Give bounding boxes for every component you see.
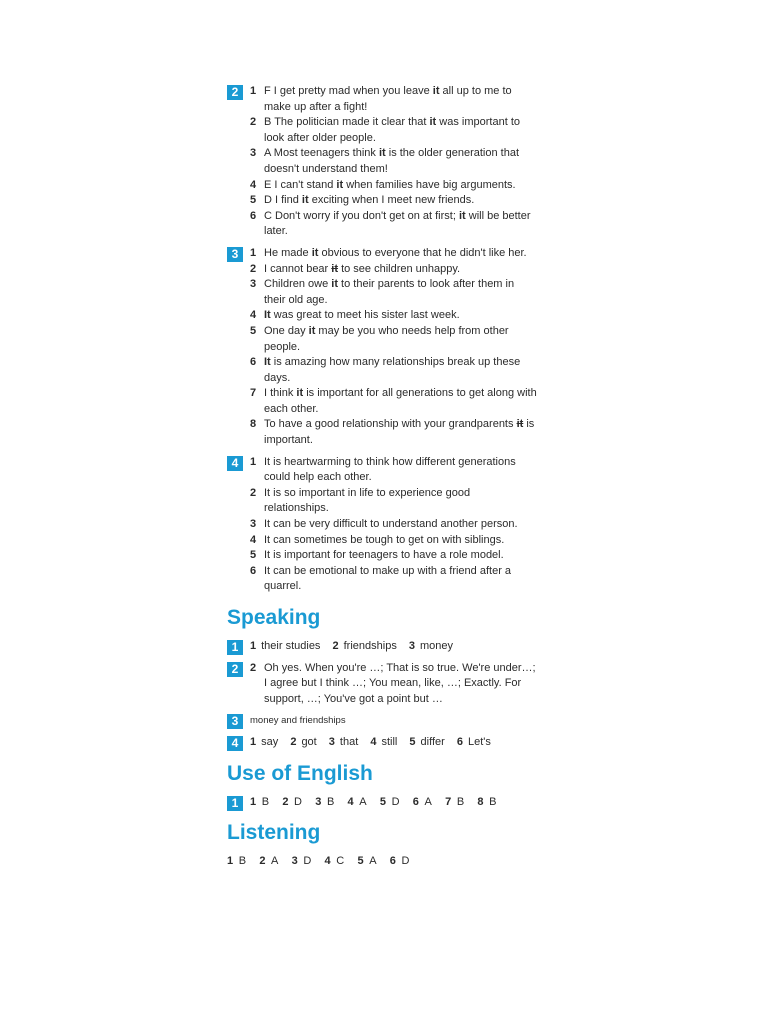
item-text: It is amazing how many relationships break up these days.	[264, 356, 521, 384]
item-number: 1	[250, 246, 257, 259]
answer-line: money and friendships	[250, 715, 346, 727]
list-item	[250, 193, 537, 209]
item-text: It was great to meet his sister last week.	[264, 309, 460, 322]
struck-word: it	[516, 418, 524, 431]
answer-line: 1 say 2 got 3 that 4 still 5 differ 6 Let's	[250, 735, 491, 748]
answer-line: 1 B 2 D 3 B 4 A 5 D 6 A 7 B 8 B	[250, 795, 498, 808]
speaking-exercise-3	[227, 713, 537, 729]
list-item	[250, 486, 537, 517]
exercise-3	[227, 246, 537, 449]
list-item	[250, 564, 537, 595]
item-number: 7	[250, 387, 257, 400]
item-text: A Most teenagers think it is the older generation that doesn't understand them!	[264, 147, 519, 175]
list-item	[250, 548, 537, 564]
item-text: It can be very difficult to understand another person.	[264, 518, 518, 531]
list-item	[250, 533, 537, 549]
exercise-badge: 1	[227, 796, 243, 811]
item-number: 4	[250, 533, 257, 546]
use-of-english-exercise-1	[227, 795, 537, 811]
answer-key-column	[227, 84, 537, 870]
item-text: It can sometimes be tough to get on with siblings.	[264, 533, 505, 546]
list-item	[250, 308, 537, 324]
exercise-badge: 4	[227, 456, 243, 471]
list-item	[250, 246, 537, 262]
item-number: 3	[250, 147, 257, 160]
item-text: One day it may be you who needs help from other people.	[264, 324, 509, 353]
list-item	[250, 386, 537, 417]
item-number: 2	[250, 486, 257, 499]
list-item	[250, 84, 537, 115]
list-item	[250, 661, 537, 708]
item-number: 2	[250, 661, 257, 674]
list-item	[250, 209, 537, 240]
list-item	[250, 455, 537, 486]
item-number: 4	[250, 178, 257, 191]
item-number: 6	[250, 564, 257, 577]
item-number: 3	[250, 518, 257, 531]
item-text: It is so important in life to experience good relationships.	[264, 486, 471, 515]
answer-line: 1 their studies 2 friendships 3 money	[250, 640, 454, 652]
list-item	[250, 517, 537, 533]
exercise-2-items	[250, 84, 537, 240]
item-number: 6	[250, 356, 257, 369]
list-item	[250, 178, 537, 194]
list-item	[250, 115, 537, 146]
section-heading-listening: Listening	[227, 821, 321, 845]
list-item	[250, 324, 537, 355]
listening-answer-line: 1 B 2 A 3 D 4 C 5 A 6 D	[227, 855, 411, 868]
item-number: 5	[250, 324, 257, 337]
list-item	[250, 417, 537, 448]
exercise-4-items	[250, 455, 537, 595]
section-heading-speaking: Speaking	[227, 606, 321, 629]
exercise-4	[227, 455, 537, 595]
list-item	[250, 277, 537, 308]
item-text: I think it is important for all generations to get along with each other.	[264, 387, 537, 415]
item-number: 3	[250, 278, 257, 291]
exercise-badge: 1	[227, 640, 243, 655]
item-text: It is heartwarming to think how different generations could help each other.	[264, 455, 516, 484]
item-text: D I find it exciting when I meet new friends.	[264, 194, 475, 207]
exercise-2	[227, 84, 537, 240]
item-text: Oh yes. When you're …; That is so true. We're under…; I agree but I think …; You mean, like, …; Exactly. For support, …; You've got a point but …	[264, 661, 536, 705]
item-text: E I can't stand it when families have big arguments.	[264, 178, 516, 191]
section-heading-use-of-english: Use of English	[227, 761, 373, 785]
item-number: 2	[250, 262, 257, 275]
item-number: 6	[250, 209, 257, 222]
item-text: To have a good relationship with your grandparents it is important.	[264, 418, 535, 447]
exercise-badge: 3	[227, 247, 243, 262]
item-text: C Don't worry if you don't get on at first; it will be better later.	[264, 209, 531, 238]
item-number: 8	[250, 418, 257, 431]
item-text: F I get pretty mad when you leave it all up to me to make up after a fight!	[264, 85, 512, 113]
exercise-badge: 3	[227, 714, 243, 729]
item-text: I cannot bear it to see children unhappy.	[264, 262, 461, 275]
struck-word: it	[331, 262, 339, 275]
item-number: 1	[250, 455, 257, 468]
exercise-badge: 4	[227, 736, 243, 751]
speaking-exercise-4	[227, 735, 537, 751]
item-text: Children owe it to their parents to look after them in their old age.	[264, 278, 515, 306]
item-number: 5	[250, 194, 257, 207]
item-number: 1	[250, 85, 257, 97]
item-text: He made it obvious to everyone that he didn't like her.	[264, 246, 527, 259]
exercise-badge: 2	[227, 85, 243, 100]
item-number: 2	[250, 116, 257, 129]
speaking-exercise-1	[227, 639, 537, 655]
list-item	[250, 146, 537, 177]
item-text: It can be emotional to make up with a friend after a quarrel.	[264, 564, 512, 593]
item-text: B The politician made it clear that it was important to look after older people.	[264, 116, 520, 144]
list-item	[250, 355, 537, 386]
item-number: 4	[250, 309, 257, 322]
item-text: It is important for teenagers to have a role model.	[264, 549, 504, 562]
list-item	[250, 262, 537, 278]
exercise-badge: 2	[227, 662, 243, 677]
exercise-3-items	[250, 246, 537, 449]
speaking-exercise-2	[227, 661, 537, 708]
item-number: 5	[250, 549, 257, 562]
